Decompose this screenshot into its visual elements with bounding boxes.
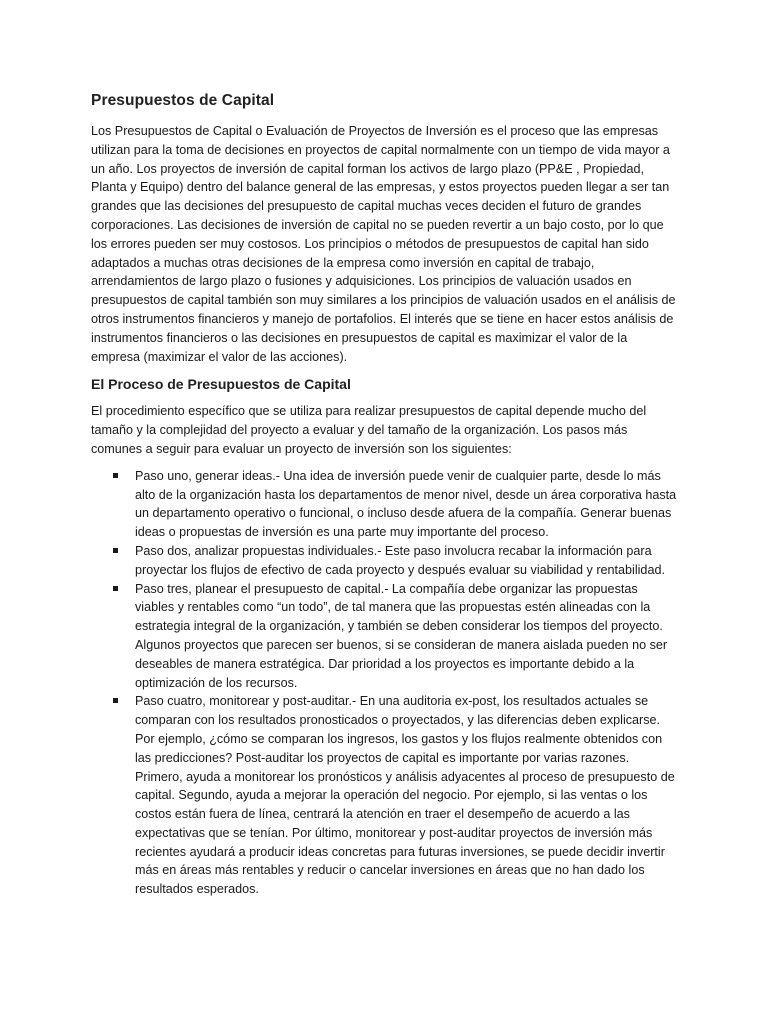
step-text: Paso cuatro, monitorear y post-auditar.- En una auditoria ex-post, los resultados actuales se comparan con los resultados pronosticados o proyectados, y las diferencias deben explicarse. Por ejemplo, ¿cómo se comparan los ingresos, los gastos y los flujos realmente obtenidos con las predicciones? Post-auditar los proyectos de capital es importante por varias razones. Primero, ayuda a monitorear los pronósticos y análisis adyacentes al proceso de presupuesto de capital. Segundo, ayuda a mejorar la operación del negocio. Por ejemplo, si las ventas o los costos están fuera de línea, centrará la atención en traer el desempeño de acuerdo a las expectativas que se tenían. Por último, monitorear y post-auditar proyectos de inversión más recientes ayudará a producir ideas concretas para futuras inversiones, se puede decidir invertir más en áreas más rentables y reducir o cancelar inversiones en áreas que no han dado los resultados esperados.: [135, 694, 675, 897]
square-bullet-icon: [113, 586, 118, 591]
square-bullet-icon: [113, 698, 118, 703]
list-item: [113, 542, 679, 580]
step-text: Paso tres, planear el presupuesto de capital.- La compañía debe organizar las propuestas viables y rentables como “un todo”, de tal manera que las propuestas estén alineadas con la estrategia integral de la organización, y también se deben considerar los tiempos del proyecto. Algunos proyectos que parecen ser buenos, si se consideran de manera aislada pueden no ser deseables de manera estratégica. Dar prioridad a los proyectos es importante debido a la optimización de los recursos.: [135, 581, 668, 690]
step-text: Paso dos, analizar propuestas individuales.- Este paso involucra recabar la información para proyectar los flujos de efectivo de cada proyecto y después evaluar su viabilidad y rentabilidad.: [135, 543, 665, 577]
square-bullet-icon: [113, 548, 118, 553]
document-page: [91, 92, 679, 899]
steps-list: [91, 467, 679, 899]
square-bullet-icon: [113, 473, 118, 478]
list-item: [113, 467, 679, 542]
section-heading: El Proceso de Presupuestos de Capital: [91, 376, 351, 393]
step-text: Paso uno, generar ideas.- Una idea de inversión puede venir de cualquier parte, desde lo más alto de la organización hasta los departamentos de menor nivel, desde un área corporativa hasta un departamento operativo o funcional, o incluso desde afuera de la compañía. Generar buenas ideas o propuestas de inversión es una parte muy importante del proceso.: [135, 468, 677, 540]
list-item: [113, 692, 679, 899]
list-item: [113, 580, 679, 693]
section-paragraph: El procedimiento específico que se utiliza para realizar presupuestos de capital depende mucho del tamaño y la complejidad del proyecto a evaluar y del tamaño de la organización. Los pasos más comunes a seguir para evaluar un proyecto de inversión son los siguientes:: [91, 404, 647, 456]
document-title: Presupuestos de Capital: [91, 92, 275, 109]
intro-paragraph: Los Presupuestos de Capital o Evaluación de Proyectos de Inversión es el proceso que las empresas utilizan para la toma de decisiones en proyectos de capital normalmente con un tiempo de vida mayor a un año. Los proyectos de inversión de capital forman los activos de largo plazo (PP&E , Propiedad, Planta y Equipo) dentro del balance general de las empresas, y estos proyectos pueden llegar a ser tan grandes que las decisiones del presupuesto de capital muchas veces deciden el futuro de grandes corporaciones. Las decisiones de inversión de capital no se pueden revertir a un bajo costo, por lo que los errores pueden ser muy costosos. Los principios o métodos de presupuestos de capital han sido adaptados a muchas otras decisiones de la empresa como inversión en capital de trabajo, arrendamientos de largo plazo o fusiones y adquisiciones. Los principios de valuación usados en presupuestos de capital también son muy similares a los principios de valuación usados en el análisis de otros instrumentos financieros y manejo de portafolios. El interés que se tiene en hacer estos análisis de instrumentos financieros o las decisiones en presupuestos de capital es maximizar el valor de la empresa (maximizar el valor de las acciones).: [91, 124, 676, 364]
